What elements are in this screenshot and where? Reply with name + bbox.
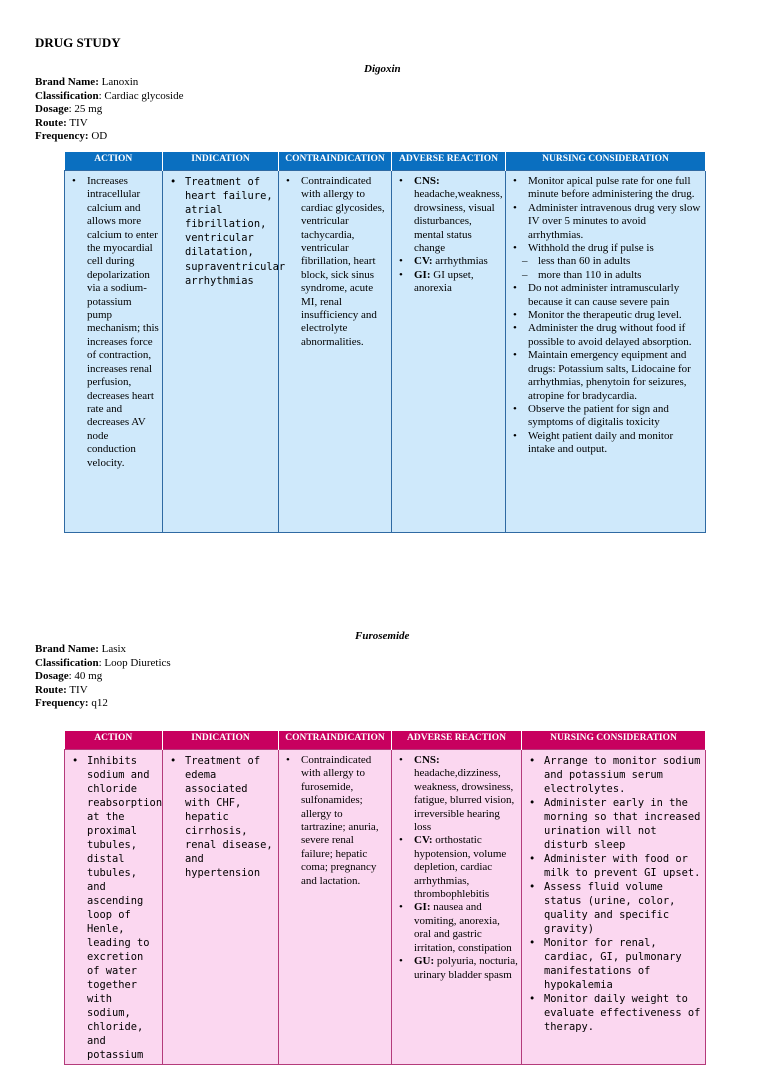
frequency-row: Frequency: OD	[35, 130, 108, 142]
table-row	[65, 171, 706, 533]
column-header-nursing-consideration: NURSING CONSIDERATION	[506, 152, 706, 171]
column-header-contraindication: CONTRAINDICATION	[279, 731, 392, 750]
list-item: • Assess fluid volume status (urine, color, quality and specific gravity)	[526, 880, 702, 936]
table-row	[65, 750, 706, 1065]
list-item: • Contraindicated with allergy to cardiac glycosides, ventricular tachycardia, ventricular fibrillation, heart block, sick sinus syndrome, acute MI, renal insufficiency and electrolyte abnormalities.	[283, 175, 388, 349]
drug-info-furosemide	[35, 643, 171, 711]
list-item: • Monitor the therapeutic drug level.	[510, 309, 702, 322]
nursing-consideration-cell	[522, 750, 706, 1065]
list-item: • Maintain emergency equipment and drugs: Potassium salts, Lidocaine for arrhythmias, phenytoin for seizures, atropine for bradycardia.	[510, 349, 702, 403]
column-header-action: ACTION	[65, 731, 163, 750]
drug-name-furosemide: Furosemide	[355, 630, 410, 642]
dosage-row: Dosage: 40 mg	[35, 670, 103, 682]
drug-study-table-furosemide	[64, 731, 706, 1065]
drug-info-digoxin	[35, 76, 183, 144]
column-header-adverse-reaction: ADVERSE REACTION	[392, 731, 522, 750]
list-item: • Administer early in the morning so that increased urination will not disturb sleep	[526, 796, 702, 852]
document-title: DRUG STUDY	[35, 35, 121, 50]
list-item: • Withhold the drug if pulse is	[510, 242, 702, 255]
column-header-action: ACTION	[65, 152, 163, 171]
nursing-consideration-cell	[506, 171, 706, 533]
action-cell	[65, 750, 163, 1065]
list-item: • GU: polyuria, nocturia, urinary bladder spasm	[396, 955, 518, 982]
sub-list-item: – less than 60 in adults	[510, 255, 702, 268]
list-item: • Do not administer intramuscularly because it can cause severe pain	[510, 282, 702, 309]
list-item: • Treatment of edema associated with CHF, hepatic cirrhosis, renal disease, and hypertension	[167, 754, 275, 880]
list-item: • Monitor for renal, cardiac, GI, pulmonary manifestations of hypokalemia	[526, 936, 702, 992]
list-item: • Administer with food or milk to prevent GI upset.	[526, 852, 702, 880]
indication-cell	[163, 750, 279, 1065]
list-item: • Administer the drug without food if possible to avoid delayed absorption.	[510, 322, 702, 349]
route-row: Route: TIV	[35, 683, 88, 696]
list-item: • Monitor daily weight to evaluate effectiveness of therapy.	[526, 992, 702, 1034]
contraindication-cell	[279, 171, 392, 533]
column-header-adverse-reaction: ADVERSE REACTION	[392, 152, 506, 171]
list-item: • Contraindicated with allergy to furosemide, sulfonamides; allergy to tartrazine; anuria, severe renal failure; hepatic coma; pregnancy and lactation.	[283, 754, 388, 888]
dosage-row: Dosage: 25 mg	[35, 103, 103, 115]
list-item: • Observe the patient for sign and symptoms of digitalis toxicity	[510, 403, 702, 430]
sub-list-item: – more than 110 in adults	[510, 269, 702, 282]
list-item: • Monitor apical pulse rate for one full minute before administering the drug.	[510, 175, 702, 202]
list-item: • Arrange to monitor sodium and potassium serum electrolytes.	[526, 754, 702, 796]
list-item: • Treatment of heart failure, atrial fibrillation, ventricular dilatation, supraventricular arrhythmias	[167, 175, 275, 288]
route-row: Route: TIV	[35, 116, 88, 129]
column-header-indication: INDICATION	[163, 152, 279, 171]
adverse-reaction-cell	[392, 171, 506, 533]
indication-cell	[163, 171, 286, 533]
table-header-row	[65, 152, 706, 171]
drug-name-digoxin: Digoxin	[364, 63, 401, 75]
column-header-nursing-consideration: NURSING CONSIDERATION	[522, 731, 706, 750]
list-item: • Increases intracellular calcium and allows more calcium to enter the myocardial cell during depolarization via a sodium-potassium pump mechanism; this increases force of contraction, increases renal perfusion, decreases heart rate and decreases AV node conduction velocity.	[69, 175, 159, 470]
column-header-contraindication: CONTRAINDICATION	[279, 152, 392, 171]
list-item: • CNS: headache,dizziness, weakness, drowsiness, fatigue, blurred vision, irreversible hearing loss	[396, 754, 518, 834]
list-item: • Administer intravenous drug very slow IV over 5 minutes to avoid arrhythmias.	[510, 202, 702, 242]
brand-name-row: Brand Name: Lasix	[35, 643, 127, 655]
list-item: • CNS: headache,weakness, drowsiness, visual disturbances, mental status change	[396, 175, 502, 255]
drug-study-table-digoxin	[64, 152, 706, 533]
list-item: • CV: orthostatic hypotension, volume depletion, cardiac arrhythmias, thrombophlebitis	[396, 834, 518, 901]
list-item: • Weight patient daily and monitor intake and output.	[510, 430, 702, 457]
list-item: • Inhibits sodium and chloride reabsorption at the proximal tubules, distal tubules, and ascending loop of Henle, leading to excretion of water together with sodium, chloride, and potassium	[69, 754, 159, 1062]
contraindication-cell	[279, 750, 392, 1065]
column-header-indication: INDICATION	[163, 731, 279, 750]
brand-name-row: Brand Name: Lanoxin	[35, 76, 139, 88]
classification-row: Classification: Loop Diuretics	[35, 656, 171, 669]
adverse-reaction-cell	[392, 750, 522, 1065]
list-item: • CV: arrhythmias	[396, 255, 502, 268]
classification-row: Classification: Cardiac glycoside	[35, 89, 184, 102]
list-item: • GI: GI upset, anorexia	[396, 269, 502, 296]
frequency-row: Frequency: q12	[35, 697, 108, 709]
list-item: • GI: nausea and vomiting, anorexia, oral and gastric irritation, constipation	[396, 901, 518, 955]
table-header-row	[65, 731, 706, 750]
action-cell	[65, 171, 163, 533]
